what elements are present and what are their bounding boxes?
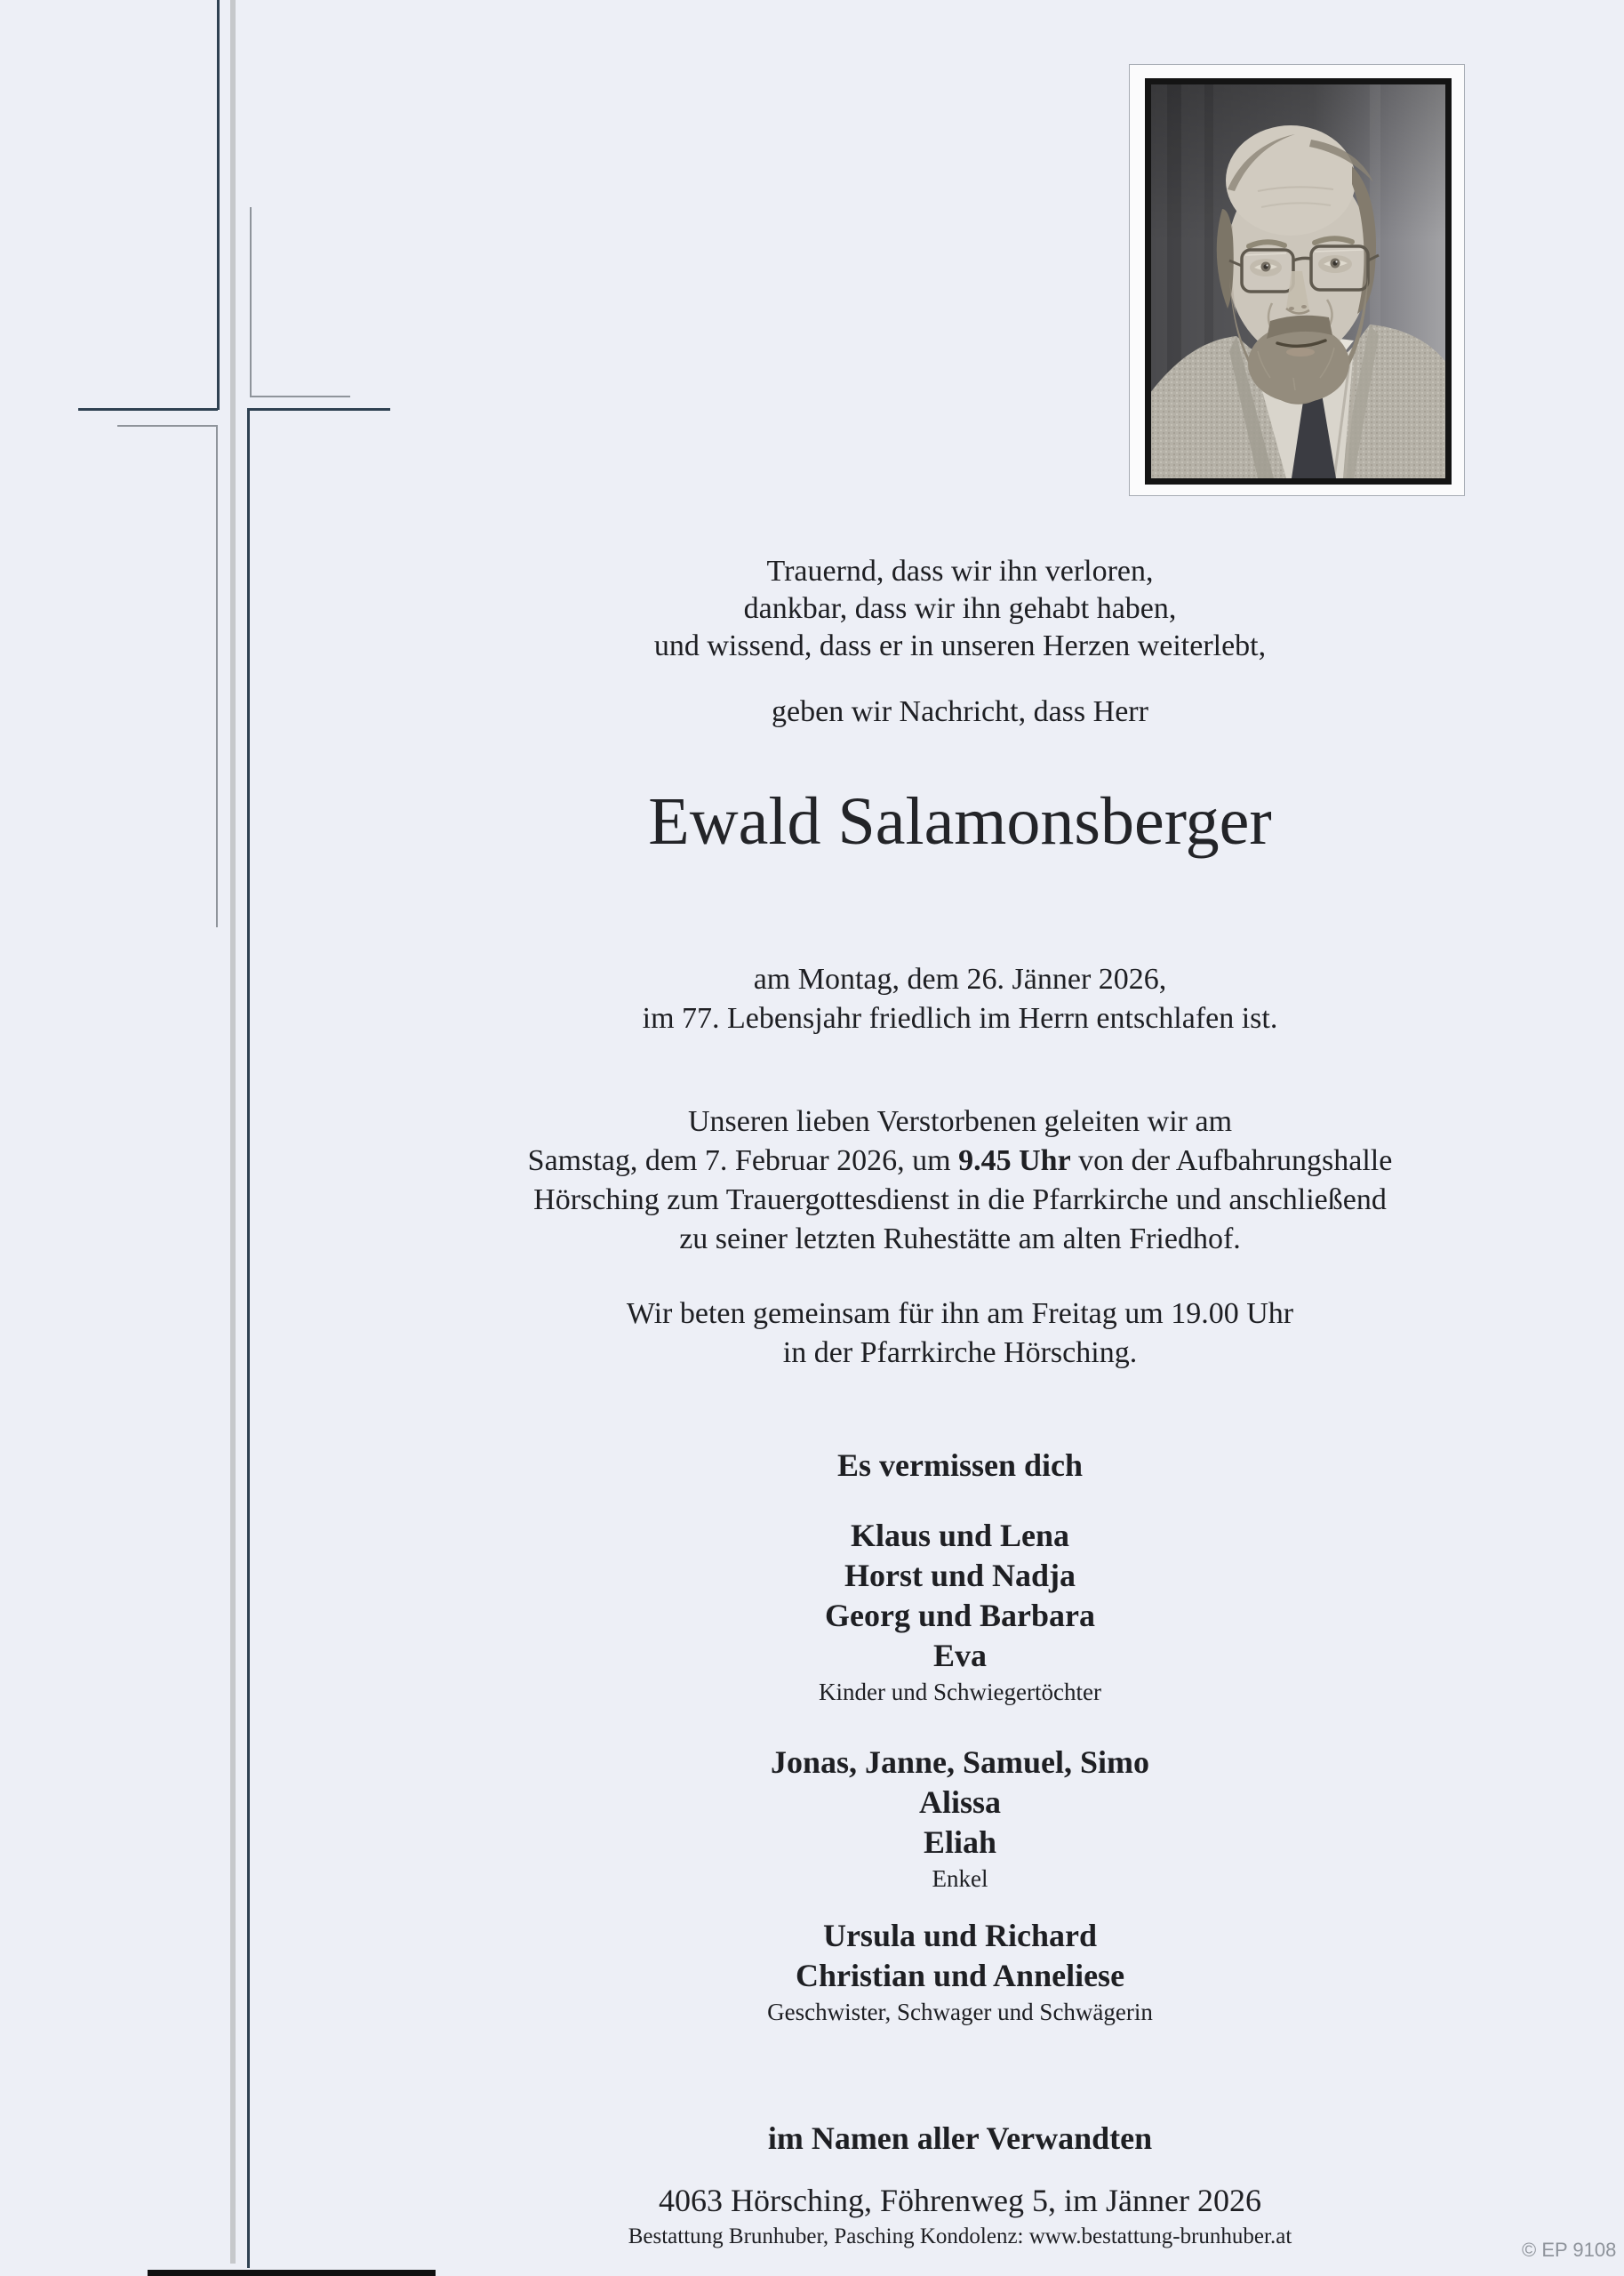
print-code: © EP 9108 (1522, 2239, 1617, 2261)
address-line: 4063 Hörsching, Föhrenweg 5, im Jänner 2026 (659, 2183, 1261, 2218)
mourner-name: Klaus und Lena (850, 1518, 1070, 1553)
cross-shadow-upper-right-horizontal (250, 396, 350, 397)
cross-arm-left (78, 408, 218, 411)
mourner-name: Eliah (923, 1824, 997, 1860)
mourning-group-children (249, 1516, 1624, 1708)
funeral-line-2-post: von der Aufbahrungshalle (1070, 1144, 1393, 1177)
mourner-name: Alissa (918, 1784, 1002, 1820)
intro-verse (249, 553, 1624, 665)
funeral-line-2-pre: Samstag, dem 7. Februar 2026, um (527, 1144, 959, 1177)
mourner-name: Eva (932, 1638, 987, 1673)
funeral-line-4: zu seiner letzten Ruhestätte am alten Friedhof. (679, 1222, 1241, 1255)
funeral-home-footer: Bestattung Brunhuber, Pasching Kondolenz: www.bestattung-brunhuber.at (628, 2224, 1292, 2248)
mourning-heading: Es vermissen dich (836, 1447, 1083, 1483)
intro-line-1: Trauernd, dass wir ihn verloren, (766, 555, 1154, 588)
relation-label: Kinder und Schwiegertöchter (819, 1679, 1101, 1705)
deceased-name: Ewald Salamonsberger (648, 784, 1272, 859)
death-date-block (249, 960, 1624, 1038)
funeral-line-1: Unseren lieben Verstorbenen geleiten wir am (687, 1105, 1233, 1138)
death-date-line-1: am Montag, dem 26. Jänner 2026, (753, 963, 1167, 996)
cross-shadow-upper-right-vertical (250, 207, 252, 397)
prayer-block (249, 1294, 1624, 1373)
mourning-group-grandchildren (249, 1743, 1624, 1895)
cross-shadow-lower-left-vertical (216, 425, 218, 927)
cross-stem-top (217, 0, 220, 410)
relation-label: Geschwister, Schwager und Schwägerin (767, 1999, 1153, 2025)
notice-line: geben wir Nachricht, dass Herr (772, 695, 1148, 728)
mourner-name: Jonas, Janne, Samuel, Simo (770, 1744, 1150, 1780)
cross-shadow-lower-left-horizontal (117, 425, 217, 427)
prayer-line-2: in der Pfarrkirche Hörsching. (782, 1336, 1138, 1369)
funeral-time: 9.45 Uhr (958, 1144, 1071, 1177)
portrait-photo (1145, 78, 1452, 485)
funeral-line-3: Hörsching zum Trauergottesdienst in die Pfarrkirche und anschließend (533, 1183, 1387, 1216)
intro-line-2: dankbar, dass wir ihn gehabt haben, (743, 592, 1177, 625)
funeral-line-2 (249, 1142, 1624, 1181)
mourning-group-siblings (249, 1916, 1624, 2028)
death-date-line-2: im 77. Lebensjahr friedlich im Herrn entschlafen ist. (642, 1002, 1278, 1035)
portrait-photo-frame (1129, 64, 1465, 496)
prayer-line-1: Wir beten gemeinsam für ihn am Freitag um 19.00 Uhr (626, 1297, 1294, 1330)
mourner-name: Georg und Barbara (824, 1598, 1095, 1633)
mourner-name: Horst und Nadja (844, 1558, 1076, 1593)
intro-line-3: und wissend, dass er in unseren Herzen weiterlebt, (653, 629, 1267, 662)
mourner-name: Ursula und Richard (822, 1918, 1098, 1953)
mourner-name: Christian und Anneliese (795, 1958, 1125, 1993)
mourning-closing: im Namen aller Verwandten (767, 2120, 1153, 2156)
relation-label: Enkel (932, 1865, 988, 1892)
portrait-illustration (1151, 84, 1445, 478)
scan-edge-artifact (148, 2270, 436, 2276)
funeral-info-block (249, 1102, 1624, 1259)
cross-arm-right (247, 408, 390, 411)
cross-center-gray-line (230, 0, 236, 2264)
